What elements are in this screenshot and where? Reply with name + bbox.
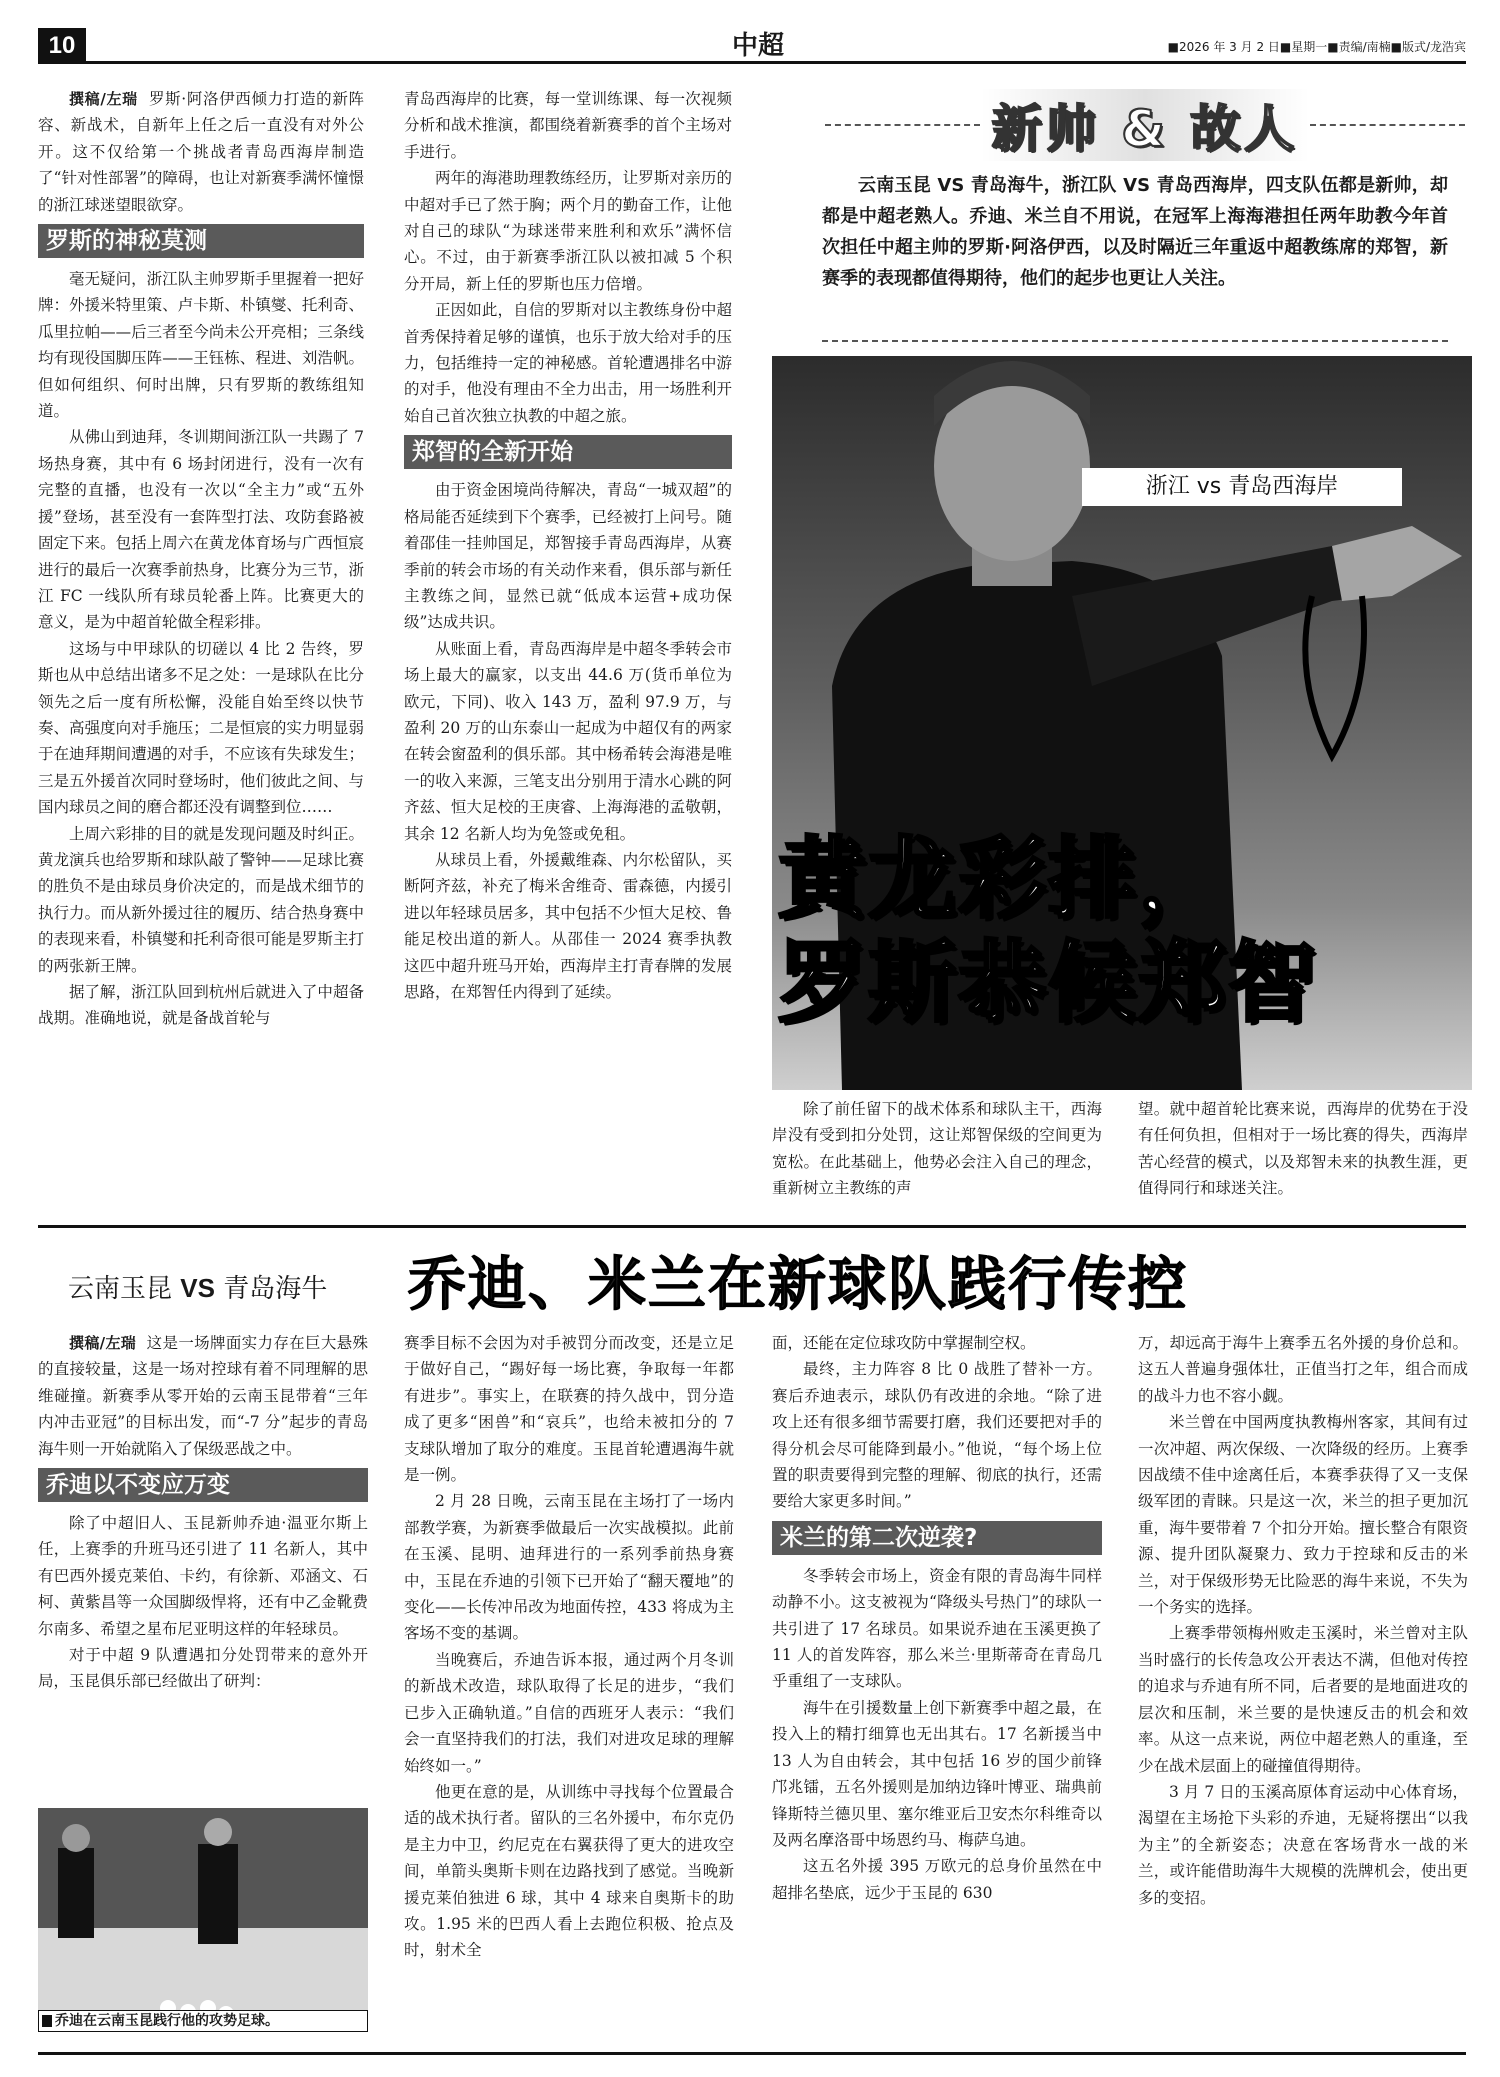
paragraph: 从球员上看，外援戴维森、内尔松留队，买断阿齐兹，补充了梅米舍维奇、雷森德，内援引进以年轻球员居多，其中包括不少恒大足校、鲁能足校出道的新人。从邵佳一 2024 赛季执教这匹中超升班马开始，西海岸主打青春牌的发展思路，在郑智任内得到了延续。 [404, 850, 732, 1001]
story1-headline [778, 826, 1468, 1034]
deck-title-bar [825, 86, 1465, 164]
story2-headline: 乔迪、米兰在新球队践行传控 [408, 1250, 1189, 1318]
story2-subhead-1: 乔迪以不变应万变 [38, 1468, 368, 1502]
paragraph: 上赛季带领梅州败走玉溪时，米兰曾对主队当时盛行的长传急攻公开表达不满，但他对传控的追求与乔迪有所不同，后者要的是地面进攻的层次和压制，米兰要的是快速反击的机会和效率。从这一点来说，两位中超老熟人的重逢，至少在战术层面上的碰撞值得期待。 [1138, 1624, 1468, 1775]
story1-column-3 [772, 1096, 1102, 1216]
paragraph: 两年的海港助理教练经历，让罗斯对亲历的中超对手已了然于胸；两个月的勤奋工作，让他对自己的球队“为球迷带来胜利和欢乐”满怀信心。不过，由于新赛季浙江队以被扣减 5 个积分开局，新上任的罗斯也压力倍增。 [404, 169, 732, 293]
paragraph: 海牛在引援数量上创下新赛季中超之最，在投入上的精打细算也无出其右。17 名新援当中 13 人为自由转会，其中包括 16 岁的国少前锋邝兆镭，五名外援则是加纳边锋叶博亚、瑞典前锋斯特兰德贝里、塞尔维亚后卫安杰尔科维奇以及两名摩洛哥中场恩约马、梅萨乌迪。 [772, 1698, 1102, 1849]
story1-lead: 罗斯·阿洛伊西倾力打造的新阵容、新战术，自新年上任之后一直没有对外公开。这不仅给第一个挑战者青岛西海岸制造了“针对性部署”的障碍，也让对新赛季满怀憧憬的浙江球迷望眼欲穿。 [38, 90, 364, 214]
story1-column-2 [404, 86, 732, 1212]
matchup-label: 浙江 vs 青岛西海岸 [1082, 468, 1402, 506]
footer-rule [38, 2052, 1466, 2055]
paragraph: 上周六彩排的目的就是发现问题及时纠正。黄龙演兵也给罗斯和球队敲了警钟——足球比赛的胜负不是由球员身价决定的，而是战术细节的执行力。而从新外援过往的履历、结合热身赛中的表现来看，朴镇燮和托利奇很可能是罗斯主打的两张新王牌。 [38, 824, 364, 975]
paragraph: 万，却远高于海牛上赛季五名外援的身价总和。这五人普遍身强体壮，正值当打之年，组合而成的战斗力也不容小觑。 [1138, 1334, 1468, 1405]
vs-label: VS [180, 1273, 215, 1303]
story1-subhead-2: 郑智的全新开始 [404, 435, 732, 469]
paragraph: 赛季目标不会因为对手被罚分而改变，还是立足于做好自己，“踢好每一场比赛，争取每一年都有进步”。事实上，在联赛的持久战中，罚分造成了更多“困兽”和“哀兵”，也给未被扣分的 7 支球队增加了取分的难度。玉昆首轮遭遇海牛就是一例。 [404, 1334, 734, 1485]
story2-matchup [68, 1268, 368, 1305]
paragraph: 冬季转会市场上，资金有限的青岛海牛同样动静不小。这支被视为“降级头号热门”的球队一共引进了 17 名球员。如果说乔迪在玉溪更换了 11 人的首发阵容，那么米兰·里斯蒂奇在青岛几乎重组了一支球队。 [772, 1566, 1102, 1691]
dateline: ■2026 年 3 月 2 日■星期一■责编/南楠■版式/龙浩宾 [1167, 40, 1466, 54]
photo-caption: 乔迪在云南玉昆践行他的攻势足球。 [38, 2010, 368, 2032]
story1-column-4 [1138, 1096, 1468, 1216]
paragraph: 当晚赛后，乔迪告诉本报，通过两个月冬训的新战术改造，球队取得了长足的进步，“我们已步入正确轨道。”自信的西班牙人表示：“我们会一直坚持我们的打法，我们对进攻足球的理解始终如一。” [404, 1650, 734, 1775]
paragraph: 3 月 7 日的玉溪高原体育运动中心体育场，渴望在主场抢下头彩的乔迪，无疑将摆出“以我为主”的全新姿态；决意在客场背水一战的米兰，或许能借助海牛大规模的洗牌机会，使出更多的变招。 [1138, 1782, 1468, 1907]
paragraph: 从账面上看，青岛西海岸是中超冬季转会市场上最大的赢家，以支出 44.6 万(货币单位为欧元，下同)、收入 143 万，盈利 97.9 万，与盈利 20 万的山东泰山一起成为中超仅有的两家在转会窗盈利的俱乐部。其中杨希转会海港是唯一的收入来源，三笔支出分别用于清水心跳的阿齐兹、恒大足校的王庚睿、上海海港的孟敬朝，其余 12 名新人均为免签或免租。 [404, 639, 732, 843]
paragraph: 2 月 28 日晚，云南玉昆在主场打了一场内部教学赛，为新赛季做最后一次实战模拟。此前在玉溪、昆明、迪拜进行的一系列季前热身赛中，玉昆在乔迪的引领下已开始了“翻天覆地”的变化——长传冲吊改为地面传控，433 将成为主客场不变的基调。 [404, 1492, 734, 1643]
section-title: 中超 [731, 31, 784, 61]
story2-lead: 这是一场牌面实力存在巨大悬殊的直接较量，这是一场对控球有着不同理解的思维碰撞。新赛季从零开始的云南玉昆带着“三年内冲击亚冠”的目标出发，而“-7 分”起步的青岛海牛则一开始就陷入了保级恶战之中。 [38, 1334, 368, 1458]
deck-title: 新帅 & 故人 [980, 89, 1310, 161]
story1-byline: 撰稿/左瑞 [69, 90, 138, 108]
paragraph: 除了中超旧人、玉昆新帅乔迪·温亚尔斯上任，上赛季的升班马还引进了 11 名新人，其中有巴西外援克莱伯、卡约，有徐新、邓涵文、石柯、黄紫昌等一众国脚级悍将，还有中乙金靴费尔南多、希望之星布尼亚明这样的年轻球员。 [38, 1514, 368, 1638]
paragraph: 据了解，浙江队回到杭州后就进入了中超备战期。准确地说，就是备战首轮与 [38, 983, 364, 1028]
paragraph: 正因如此，自信的罗斯对以主教练身份中超首秀保持着足够的谨慎，也乐于放大给对手的压力，包括维持一定的神秘感。首轮遭遇排名中游的对手，他没有理由不全力出击，用一场胜利开始自己首次独立执教的中超之旅。 [404, 301, 732, 425]
dashed-rule [1310, 124, 1465, 126]
story2-column-1 [38, 1330, 368, 1800]
story2-column-4 [1138, 1330, 1468, 2040]
paragraph: 对于中超 9 队遭遇扣分处罚带来的意外开局，玉昆俱乐部已经做出了研判： [38, 1646, 368, 1691]
training-illustration [38, 1808, 368, 2030]
deck-intro: 云南玉昆 VS 青岛海牛，浙江队 VS 青岛西海岸，四支队伍都是新帅，却都是中超老熟人。乔迪、米兰自不用说，在冠军上海海港担任两年助教今年首次担任中超主帅的罗斯·阿洛伊西，以及时隔近三年重返中超教练席的郑智，新赛季的表现都值得期待，他们的起步也更让人关注。 [822, 175, 1448, 289]
training-photo [38, 1808, 368, 2030]
dashed-rule [825, 124, 980, 126]
story2-column-2 [404, 1330, 734, 2040]
dashed-rule [822, 340, 1448, 342]
story1-column-1 [38, 86, 364, 1212]
team-1: 云南玉昆 [68, 1274, 181, 1304]
headline-line-1: 黄龙彩排， [778, 826, 1229, 930]
paragraph: 青岛西海岸的比赛，每一堂训练课、每一次视频分析和战术推演，都围绕着新赛季的首个主场对手进行。 [404, 90, 732, 161]
page-number: 10 [38, 28, 86, 64]
paragraph: 毫无疑问，浙江队主帅罗斯手里握着一把好牌：外援米特里策、卢卡斯、朴镇燮、托利奇、瓜里拉帕——后三者至今尚未公开亮相；三条线均有现役国脚压阵——王钰栋、程进、刘浩帆。但如何组织、何时出牌，只有罗斯的教练组知道。 [38, 270, 364, 421]
paragraph: 望。就中超首轮比赛来说，西海岸的优势在于没有任何负担，但相对于一场比赛的得失，西海岸苦心经营的模式，以及郑智未来的执教生涯，更值得同行和球迷关注。 [1138, 1100, 1468, 1198]
paragraph: 这五名外援 395 万欧元的总身价虽然在中超排名垫底，远少于玉昆的 630 [772, 1857, 1102, 1902]
section-divider [38, 1225, 1466, 1228]
paragraph: 由于资金困境尚待解决，青岛“一城双超”的格局能否延续到下个赛季，已经被打上问号。随着邵佳一挂帅国足，郑智接手青岛西海岸，从赛季前的转会市场的有关动作来看，俱乐部与新任主教练之间，显然已就“低成本运营+成功保级”达成共识。 [404, 481, 732, 632]
paragraph: 米兰曾在中国两度执教梅州客家，其间有过一次冲超、两次保级、一次降级的经历。上赛季因战绩不佳中途离任后，本赛季获得了又一支保级军团的青睐。只是这一次，米兰的担子更加沉重，海牛要带着 7 个扣分开始。擅长整合有限资源、提升团队凝聚力、致力于控球和反击的米兰，对于保级形势无比险恶的海牛来说，不失为一个务实的选择。 [1138, 1413, 1468, 1617]
story2-byline: 撰稿/左瑞 [69, 1334, 137, 1352]
story2-subhead-2: 米兰的第二次逆袭? [772, 1521, 1102, 1555]
team-2: 青岛海牛 [214, 1274, 328, 1304]
paragraph: 这场与中甲球队的切磋以 4 比 2 告终，罗斯也从中总结出诸多不足之处：一是球队在比分领先之后一度有所松懈，没能自始至终以快节奏、高强度向对手施压；二是恒宸的实力明显弱于在迪拜期间遭遇的对手，不应该有失球发生；三是五外援首次同时登场时，他们彼此之间、与国内球员之间的磨合都还没有调整到位…… [38, 639, 364, 817]
paragraph: 除了前任留下的战术体系和球队主干，西海岸没有受到扣分处罚，这让郑智保级的空间更为宽松。在此基础上，他势必会注入自己的理念，重新树立主教练的声 [772, 1100, 1102, 1198]
paragraph: 他更在意的是，从训练中寻找每个位置最合适的战术执行者。留队的三名外援中，布尔克仍是主力中卫，约尼克在右翼获得了更大的进攻空间，单箭头奥斯卡则在边路找到了感觉。当晚新援克莱伯独进 6 球，其中 4 球来自奥斯卡的助攻。1.95 米的巴西人看上去跑位积极、抢点及时，射术全 [404, 1782, 734, 1960]
paragraph: 最终，主力阵容 8 比 0 战胜了替补一方。赛后乔迪表示，球队仍有改进的余地。“除了进攻上还有很多细节需要打磨，我们还要把对手的得分机会尽可能降到最小。”他说，“每个场上位置的职责要得到完整的理解、彻底的执行，还需要给大家更多时间。” [772, 1360, 1102, 1511]
story1-subhead-1: 罗斯的神秘莫测 [38, 224, 364, 258]
paragraph: 从佛山到迪拜，冬训期间浙江队一共踢了 7 场热身赛，其中有 6 场封闭进行，没有一次有完整的直播，也没有一次以“全主力”或“五外援”登场，甚至没有一套阵型打法、攻防套路被固定下来。包括上周六在黄龙体育场与广西恒宸进行的最后一次赛季前热身，比赛分为三节，浙江 FC 一线队所有球员轮番上阵。比赛更大的意义，是为中超首轮做全程彩排。 [38, 428, 364, 632]
paragraph: 面，还能在定位球攻防中掌握制空权。 [772, 1334, 1036, 1352]
story2-column-3 [772, 1330, 1102, 2040]
page-header [38, 28, 1466, 64]
headline-line-2: 罗斯恭候郑智 [778, 930, 1319, 1034]
